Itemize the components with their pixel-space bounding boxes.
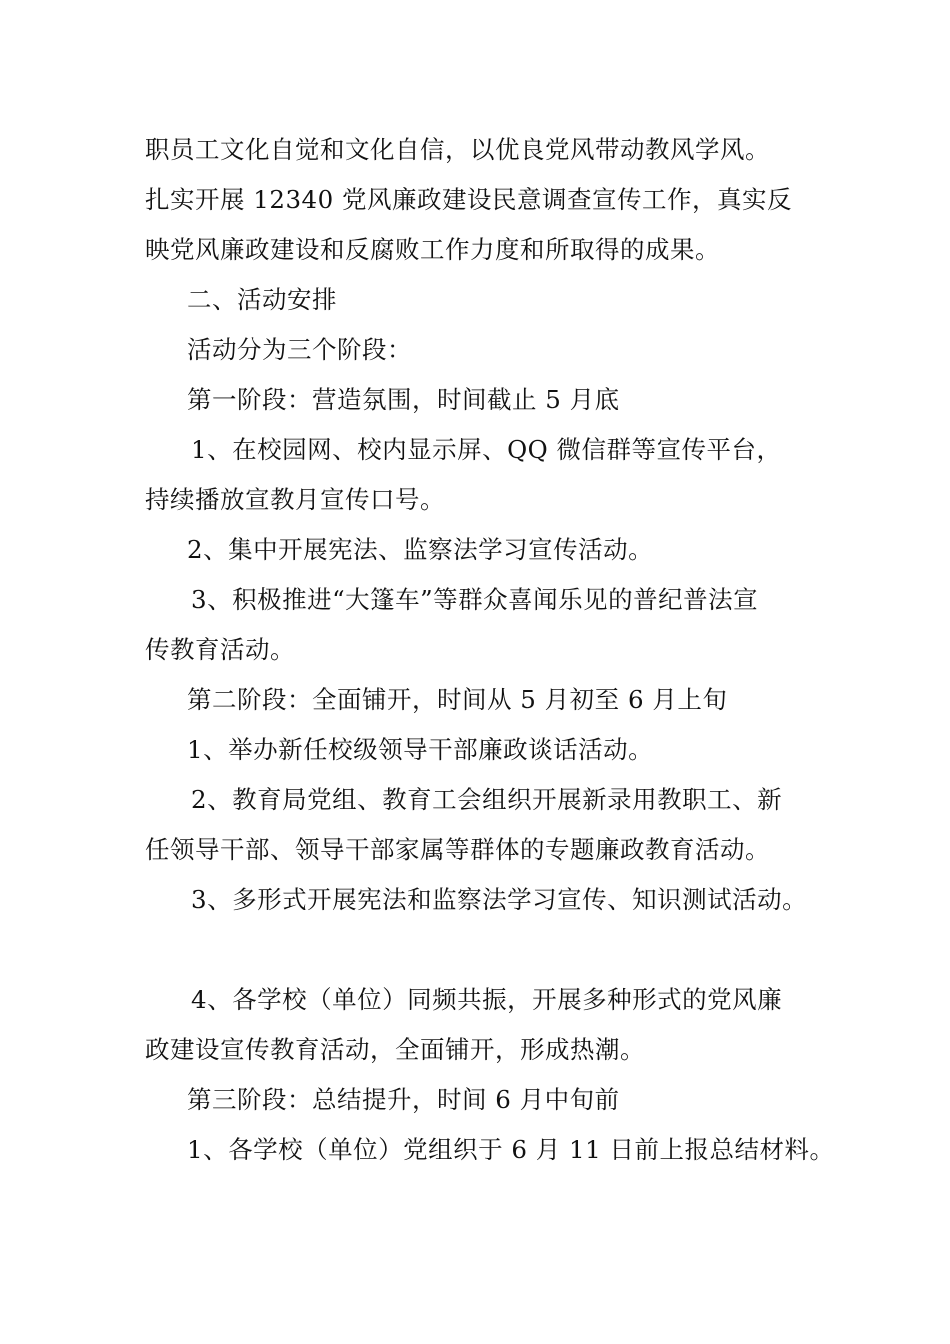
- list-item: 3、多形式开展宪法和监察法学习宣传、知识测试活动。: [191, 885, 808, 914]
- list-item: 3、积极推进“大篷车”等群众喜闻乐见的普纪普法宣: [191, 585, 759, 614]
- list-item: 2、教育局党组、教育工会组织开展新录用教职工、新: [191, 785, 783, 814]
- stage-heading: 第三阶段：总结提升，时间 6 月中旬前: [187, 1085, 620, 1114]
- list-item: 4、各学校（单位）同频共振，开展多种形式的党风廉: [191, 985, 783, 1014]
- paragraph-line: 映党风廉政建设和反腐败工作力度和所取得的成果。: [145, 235, 720, 264]
- stage-heading: 第一阶段：营造氛围，时间截止 5 月底: [187, 385, 620, 414]
- list-item: 2、集中开展宪法、监察法学习宣传活动。: [187, 535, 654, 564]
- list-item-continuation: 任领导干部、领导干部家属等群体的专题廉政教育活动。: [145, 835, 770, 864]
- section-heading: 二、活动安排: [187, 285, 337, 314]
- paragraph-line: 职员工文化自觉和文化自信，以优良党风带动教风学风。: [145, 135, 770, 164]
- list-item-continuation: 政建设宣传教育活动，全面铺开，形成热潮。: [145, 1035, 645, 1064]
- list-item: 1、举办新任校级领导干部廉政谈话活动。: [187, 735, 654, 764]
- list-item-continuation: 传教育活动。: [145, 635, 295, 664]
- paragraph-line: 活动分为三个阶段：: [187, 335, 412, 364]
- list-item: 1、各学校（单位）党组织于 6 月 11 日前上报总结材料。: [187, 1135, 835, 1164]
- paragraph-line: 扎实开展 12340 党风廉政建设民意调查宣传工作，真实反: [145, 185, 793, 214]
- stage-heading: 第二阶段：全面铺开，时间从 5 月初至 6 月上旬: [187, 685, 728, 714]
- list-item: 1、在校园网、校内显示屏、QQ 微信群等宣传平台，: [191, 435, 782, 464]
- list-item-continuation: 持续播放宣教月宣传口号。: [145, 485, 445, 514]
